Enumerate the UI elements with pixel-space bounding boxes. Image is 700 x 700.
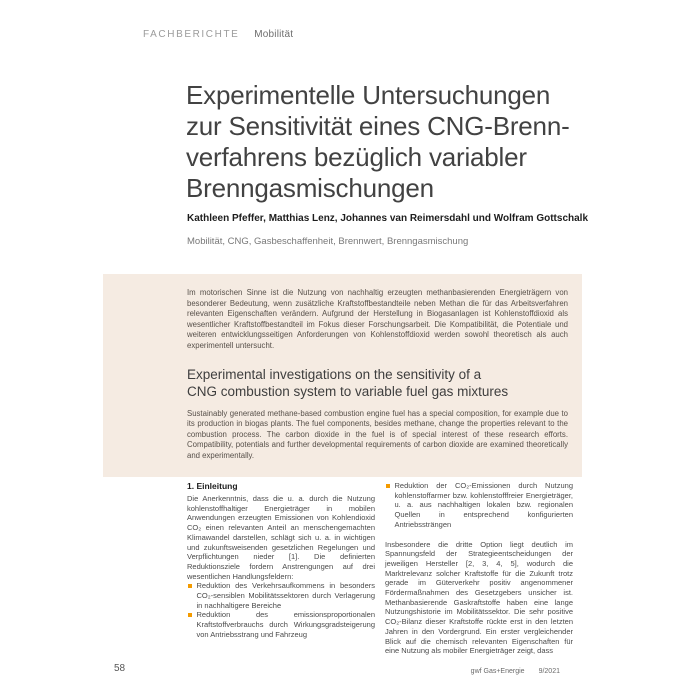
list-item [187,581,375,610]
journal-issue: 9/2021 [538,668,560,675]
section-label: FACHBERICHTE [143,29,240,40]
english-abstract: Sustainably generated methane-based combustion engine fuel has a special composition, for example due to its production in biogas plants. The fuel components, besides methane, change the properties relevant to the combustion process. The carbon dioxide in the fuel is of special interest of these research efforts. Compatibility, potentials and further developmental requirements of carbon dioxide are examined theoretically and experimentally. [187,408,568,460]
article-title-line: Experimentelle Untersuchungen [186,80,551,110]
page-number: 58 [114,663,126,674]
german-abstract: Im motorischen Sinne ist die Nutzung von nachhaltig erzeugten methanbasierenden Energieträgern von besonderer Bedeutung, wenn zusätzliche Kraftstoffbestandteile neben Methan die für das Arbeitsverfahren relevanten Eigenschaften verändern. Aufgrund der Herstellung in Biogasanlagen ist Kohlenstoffdioxid als wesentlicher Kraftstoffbestandteil im Fokus dieser Forschungsarbeit. Die Kompatibilität, die Potentiale und weiteren entwicklungsseitigen Anforderungen von Kohlenstoffdioxid werden sowohl theoretisch als auch experimentell untersucht. [187,288,568,350]
section-heading: 1. Einleitung [187,481,238,491]
english-title-line: Experimental investigations on the sensitivity of a [187,366,482,382]
bullet-square-icon [386,484,390,488]
bullet-square-icon [188,613,192,617]
bullet-square-icon [188,584,192,588]
body-paragraph: Insbesondere die dritte Option liegt deutlich im Spannungsfeld der Strategieentscheidungen der jeweiligen Hersteller [2, 3, 4, 5], wodurch die Marktrelevanz solcher Kraftstoffe für die Zukunft trotz gerade im Güterverkehr positiv angenommener Fördermaßnahmen des Gesetzgebers unsicher ist. Methanbasierende Gaskraftstoffe haben eine lange Nutzungshistorie im Mobilitätssektor. Die sehr positive CO₂-Bilanz dieser Kraftstoffe rückte erst in den letzten Jahren in den Vordergrund. Ein erster vergleichender Blick auf die chemisch relevanten Eigenschaften für eine Nutzung als mobiler Energieträger zeigt, dass [385,539,573,656]
body-column-left [187,481,375,640]
author-line: Kathleen Pfeffer, Matthias Lenz, Johannes van Reimersdahl und Wolfram Gottschalk [187,213,589,224]
body-column-right [385,481,573,656]
article-title-line: Brenngasmischungen [186,173,434,203]
bullet-text: Reduktion des Verkehrsaufkommens in besonders CO₂-sensiblen Mobilitätssektoren durch Verlagerung in nachhaltigere Bereiche [196,581,375,610]
list-item [187,610,375,639]
journal-name: gwf Gas+Energie [470,668,525,675]
body-paragraph: Die Anerkenntnis, dass die u. a. durch die Nutzung kohlenstoffhaltiger Energieträger in mobilen Anwendungen erzeugten Emissionen von Kohlendioxid CO₂ einen relevanten Anteil an menschengemachten Klimawandel darstellen, schlägt sich u. a. in wichtigen und zukunftsweisenden gesetzlichen Regelungen und Verpflichtungen nieder [1]. Die definierten Reduktionsziele fordern Anstrengungen auf drei wesentlichen Handlungsfeldern: [187,494,375,581]
article-title-line: verfahrens bezüglich variabler [186,142,527,172]
topic-label: Mobilität [254,29,294,40]
journal-footer [471,668,560,675]
running-head [143,29,293,40]
list-item [385,481,573,530]
article-title-line: zur Sensitivität eines CNG-Brenn- [186,111,570,141]
abstract-box [103,274,582,477]
article-title [186,80,586,204]
english-title-line: CNG combustion system to variable fuel gas mixtures [187,383,509,399]
english-title [187,366,568,400]
keyword-line: Mobilität, CNG, Gasbeschaffenheit, Brennwert, Brenngasmischung [187,236,469,247]
bullet-text: Reduktion der CO₂-Emissionen durch Nutzung kohlenstoffarmer bzw. kohlenstofffreier Energieträger, u. a. aus nachhaltigen lokalen bzw. regionalen Quellen in entsprechend konfigurierten Antriebssträngen [394,481,573,529]
bullet-text: Reduktion des emissionsproportionalen Kraftstoffverbrauchs durch Wirkungsgradsteigerung von Antriebsstrang und Fahrzeug [196,610,375,639]
